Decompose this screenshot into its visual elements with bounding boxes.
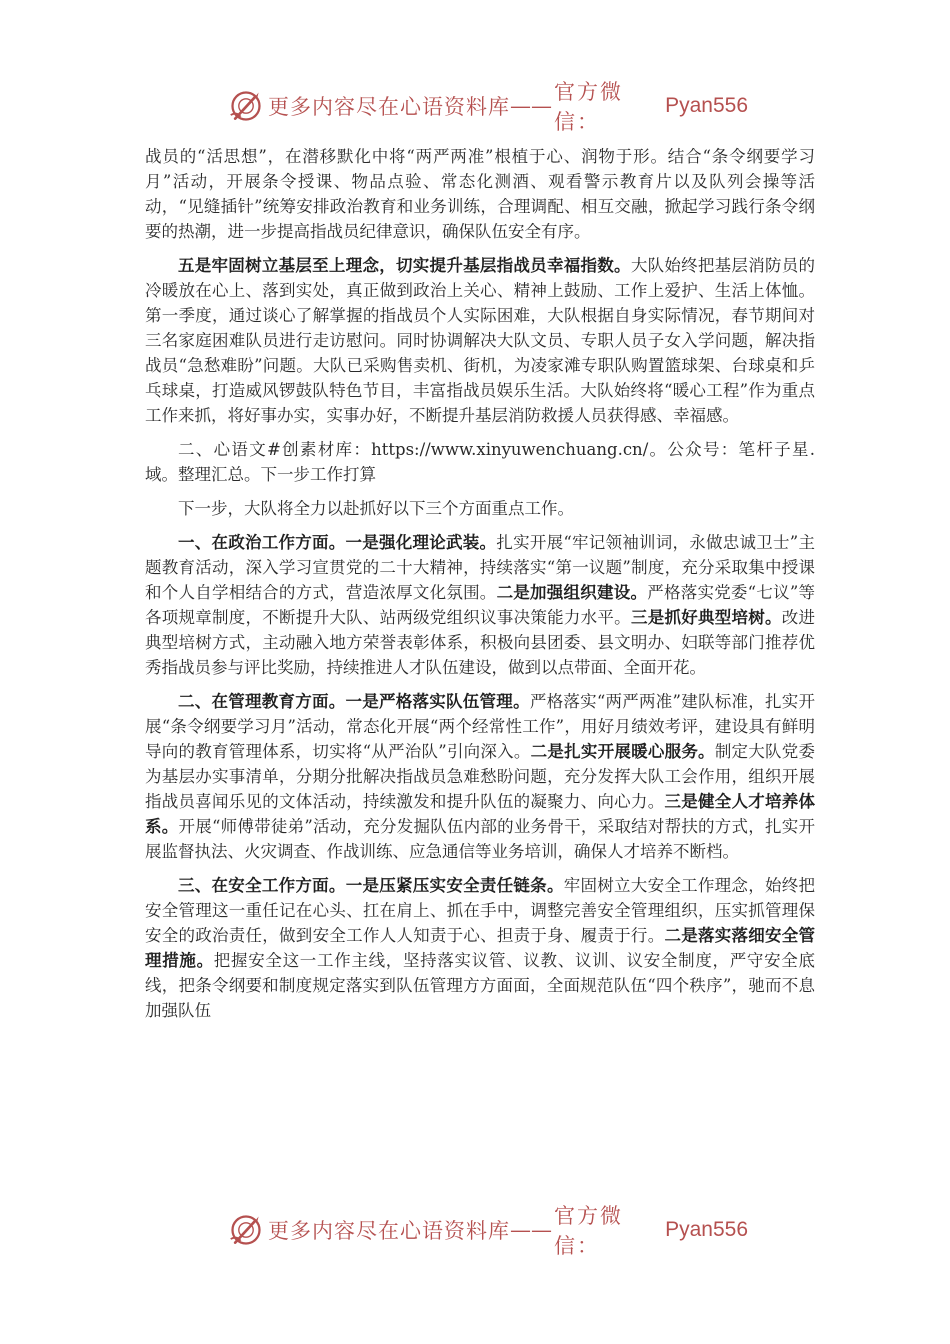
paragraph-6-text-2: 制定大队党委为基层办实事清单，分期分批解决指战员急难愁盼问题，充分发挥大队工会作用，组织开展指战员喜闻乐见的文体活动，持续激发和提升队伍的凝聚力、向心力。 [145,742,816,811]
paragraph-6-heading-3: 三是健全人才培养体系。 [145,792,816,836]
paragraph-5 [145,530,815,680]
paragraph-5-text-1: 扎实开展“牢记领袖训词，永做忠诚卫士”主题教育活动，深入学习宣贯党的二十大精神，持续落实“第一议题”制度，充分采取集中授课和个人自学相结合的方式，营造浓厚文化氛围。 [145,533,815,602]
paragraph-6 [145,689,815,864]
paragraph-5-text-2: 严格落实党委“七议”等各项规章制度，不断提升大队、站两级党组织议事决策能力水平。 [145,583,816,627]
paragraph-5-heading-1: 一、在政治工作方面。一是强化理论武装。 [178,533,497,552]
paragraph-7-text-1: 牢固树立大安全工作理念，始终把安全管理这一重任记在心头、扛在肩上、抓在手中，调整完善安全管理组织，压实抓管理保安全的政治责任，做到安全工作人人知责于心、担责于身、履责于行。 [145,876,816,945]
brush-logo-icon [228,88,264,124]
paragraph-7 [145,873,815,1023]
footer-wechat-label: 官方微信： [554,1204,623,1258]
paragraph-3-text: 二、心语文#创素材库：https://www.xinyuwenchuang.cn/。公众号：笔杆子星.域。整理汇总。下一步工作打算 [145,440,815,484]
footer-banner-text: 更多内容尽在心语资料库 [268,1219,510,1243]
footer-banner [228,1204,748,1258]
paragraph-5-text-3: 改进典型培树方式，主动融入地方荣誉表彰体系，积极向县团委、县文明办、妇联等部门推荐优秀指战员参与评比奖励，持续推进人才队伍建设，做到以点带面、全面开花。 [145,608,816,677]
paragraph-4 [145,496,815,521]
brush-logo-icon [228,1212,264,1248]
paragraph-2 [145,253,815,428]
paragraph-7-heading-1: 三、在安全工作方面。一是压紧压实安全责任链条。 [178,876,564,895]
paragraph-6-heading-2: 二是扎实开展暖心服务。 [530,742,715,761]
footer-banner-separator: —— [510,1218,552,1242]
paragraph-6-text-1: 严格落实“两严两准”建队标准，扎实开展“条令纲要学习月”活动，常态化开展“两个经常性工作”，用好月绩效考评，建设具有鲜明导向的教育管理体系，切实将“从严治队”引向深入。 [145,692,816,761]
paragraph-4-text: 下一步，大队将全力以赴抓好以下三个方面重点工作。 [178,499,574,518]
paragraph-1 [145,144,815,244]
paragraph-6-heading-1: 二、在管理教育方面。一是严格落实队伍管理。 [178,692,530,711]
paragraph-1-text: 战员的“活思想”，在潜移默化中将“两严两准”根植于心、润物于形。结合“条令纲要学习月”活动，开展条令授课、物品点验、常态化测酒、观看警示教育片以及队列会操等活动，“见缝插针”统筹安排政治教育和业务训练，合理调配、相互交融，掀起学习践行条令纲要的热潮，进一步提高指战员纪律意识，确保队伍安全有序。 [145,147,815,241]
document-body [145,144,815,1032]
header-banner-separator: —— [510,94,552,118]
paragraph-2-text: 大队始终把基层消防员的冷暖放在心上、落到实处，真正做到政治上关心、精神上鼓励、工作上爱护、生活上体恤。第一季度，通过谈心了解掌握的指战员个人实际困难，大队根据自身实际情况，春节期间对三名家庭困难队员进行走访慰问。同时协调解决大队文员、专职人员子女入学问题，解决指战员“急愁难盼”问题。大队已采购售卖机、街机，为凌家滩专职队购置篮球架、台球桌和乒乓球桌，打造威风锣鼓队特色节目，丰富指战员娱乐生活。大队始终将“暖心工程”作为重点工作来抓，将好事办实，实事办好，不断提升基层消防救援人员获得感、幸福感。 [145,256,816,425]
paragraph-7-text-2: 把握安全这一工作主线，坚持落实议管、议教、议训、议安全制度，严守安全底线，把条令纲要和制度规定落实到队伍管理方方面面，全面规范队伍“四个秩序”，驰而不息加强队伍 [145,951,816,1020]
header-banner [228,80,748,134]
paragraph-3 [145,437,815,487]
header-wechat-label: 官方微信： [554,80,623,134]
footer-wechat-id: Pyan556 [665,1218,748,1241]
paragraph-2-heading: 五是牢固树立基层至上理念，切实提升基层指战员幸福指数。 [178,256,631,275]
paragraph-6-text-3: 开展“师傅带徒弟”活动，充分发掘队伍内部的业务骨干，采取结对帮扶的方式，扎实开展监督执法、火灾调查、作战训练、应急通信等业务培训，确保人才培养不断档。 [145,817,815,861]
paragraph-5-heading-3: 三是抓好典型培树。 [630,608,782,627]
header-wechat-id: Pyan556 [665,94,748,117]
header-banner-text: 更多内容尽在心语资料库 [268,95,510,119]
paragraph-5-heading-2: 二是加强组织建设。 [496,583,648,602]
paragraph-7-heading-2: 二是落实落细安全管理措施。 [145,926,816,970]
